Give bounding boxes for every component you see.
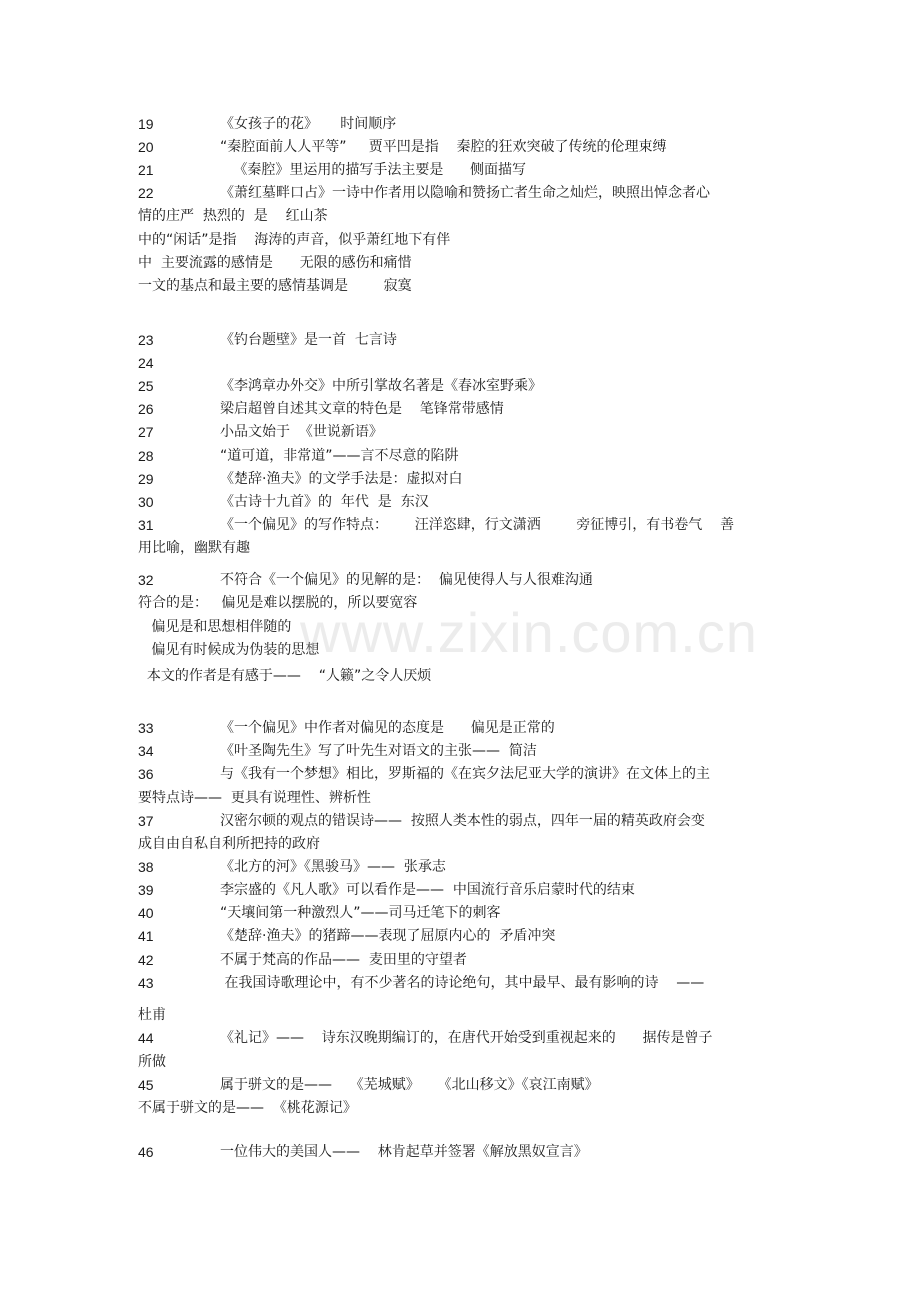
item-text: 《一个偏见》中作者对偏见的态度是 偏见是正常的 bbox=[220, 720, 555, 736]
list-item bbox=[0, 445, 920, 468]
watermark: www.zixin.com.cn bbox=[300, 601, 758, 664]
item-number: 32 bbox=[138, 572, 154, 588]
list-item bbox=[0, 491, 920, 514]
item-text: 李宗盛的《凡人歌》可以看作是—— 中国流行音乐启蒙时代的结束 bbox=[220, 882, 635, 898]
item-continuation-text: 中 主要流露的感情是 无限的感伤和痛惜 bbox=[138, 255, 412, 271]
list-item bbox=[0, 810, 920, 833]
item-continuation-text: 要特点诗—— 更具有说理性、辨析性 bbox=[138, 790, 371, 806]
item-text: 属于骈文的是—— 《芜城赋》 《北山移文》《哀江南赋》 bbox=[220, 1077, 599, 1093]
item-number: 25 bbox=[138, 378, 154, 394]
item-text: 与《我有一个梦想》相比，罗斯福的《在宾夕法尼亚大学的演讲》在文体上的主 bbox=[220, 766, 710, 782]
item-number: 31 bbox=[138, 517, 154, 533]
item-continuation-text: 偏见是和思想相伴随的 bbox=[138, 619, 292, 635]
item-continuation-text: 成自由自私自利所把持的政府 bbox=[138, 836, 320, 852]
item-text: “道可道，非常道”——言不尽意的陷阱 bbox=[220, 448, 459, 464]
item-number: 19 bbox=[138, 116, 154, 132]
item-number: 43 bbox=[138, 975, 154, 991]
list-item bbox=[0, 136, 920, 159]
list-item bbox=[0, 856, 920, 879]
item-number: 24 bbox=[138, 355, 154, 371]
item-number: 33 bbox=[138, 720, 154, 736]
item-number: 42 bbox=[138, 952, 154, 968]
item-text: 《古诗十九首》的 年代 是 东汉 bbox=[220, 494, 429, 510]
list-item bbox=[0, 1004, 920, 1027]
item-continuation-text: 符合的是： 偏见是难以摆脱的，所以要宽容 bbox=[138, 595, 418, 611]
list-item bbox=[0, 398, 920, 421]
item-number: 41 bbox=[138, 928, 154, 944]
item-text: 梁启超曾自述其文章的特色是 笔锋常带感情 bbox=[220, 401, 504, 417]
list-item bbox=[0, 569, 920, 592]
list-item bbox=[0, 1051, 920, 1074]
list-item bbox=[0, 925, 920, 948]
list-item bbox=[0, 252, 920, 275]
list-item bbox=[0, 787, 920, 810]
item-continuation-text: 用比喻，幽默有趣 bbox=[138, 540, 250, 556]
item-continuation-text: 不属于骈文的是—— 《桃花源记》 bbox=[138, 1100, 357, 1116]
list-item bbox=[0, 352, 920, 375]
list-item bbox=[0, 740, 920, 763]
list-item bbox=[0, 205, 920, 228]
list-item bbox=[0, 275, 920, 298]
list-item bbox=[0, 902, 920, 925]
item-number: 29 bbox=[138, 471, 154, 487]
list-item bbox=[0, 763, 920, 786]
list-item bbox=[0, 1074, 920, 1097]
item-text: 《一个偏见》的写作特点： 汪洋恣肆，行文潇洒 旁征博引，有书卷气 善 bbox=[220, 517, 735, 533]
list-item bbox=[0, 468, 920, 491]
item-number: 40 bbox=[138, 905, 154, 921]
list-item bbox=[0, 1097, 920, 1120]
item-continuation-text: 偏见有时候成为伪装的思想 bbox=[138, 642, 320, 658]
list-item bbox=[0, 665, 920, 688]
item-number: 20 bbox=[138, 139, 154, 155]
item-text: “秦腔面前人人平等” 贾平凹是指 秦腔的狂欢突破了传统的伦理束缚 bbox=[220, 139, 667, 155]
item-continuation-text: 本文的作者是有感于—— “人籁”之令人厌烦 bbox=[138, 668, 432, 684]
item-text: 不属于梵高的作品—— 麦田里的守望者 bbox=[220, 952, 467, 968]
list-item bbox=[0, 421, 920, 444]
list-item bbox=[0, 972, 920, 995]
item-number: 37 bbox=[138, 813, 154, 829]
list-item bbox=[0, 159, 920, 182]
item-number: 21 bbox=[138, 162, 154, 178]
item-number: 30 bbox=[138, 494, 154, 510]
list-item bbox=[0, 879, 920, 902]
item-number: 36 bbox=[138, 766, 154, 782]
item-continuation-text: 一文的基点和最主要的感情基调是 寂寞 bbox=[138, 278, 412, 294]
item-number: 34 bbox=[138, 743, 154, 759]
item-text: 《萧红墓畔口占》一诗中作者用以隐喻和赞扬亡者生命之灿烂，映照出悼念者心 bbox=[220, 185, 710, 201]
item-text: 《礼记》—— 诗东汉晚期编订的，在唐代开始受到重视起来的 据传是曾子 bbox=[220, 1030, 713, 1046]
list-item bbox=[0, 514, 920, 537]
item-text: 《秦腔》里运用的描写手法主要是 侧面描写 bbox=[220, 162, 527, 178]
item-text: 不符合《一个偏见》的见解的是： 偏见使得人与人很难沟通 bbox=[220, 572, 593, 588]
list-item bbox=[0, 949, 920, 972]
list-item bbox=[0, 375, 920, 398]
item-continuation-text: 所做 bbox=[138, 1054, 166, 1070]
item-text: 《楚辞·渔夫》的猪蹄——表现了屈原内心的 矛盾冲突 bbox=[220, 928, 556, 944]
item-text: “天壤间第一种激烈人”——司马迁笔下的刺客 bbox=[220, 905, 501, 921]
list-item bbox=[0, 537, 920, 560]
item-text: 一位伟大的美国人—— 林肯起草并签署《解放黑奴宣言》 bbox=[220, 1144, 588, 1160]
item-text: 《楚辞·渔夫》的文学手法是：虚拟对白 bbox=[220, 471, 463, 487]
item-number: 28 bbox=[138, 448, 154, 464]
item-text: 《叶圣陶先生》写了叶先生对语文的主张—— 简洁 bbox=[220, 743, 537, 759]
list-item bbox=[0, 229, 920, 252]
item-text: 小品文始于 《世说新语》 bbox=[220, 424, 383, 440]
item-text: 《女孩子的花》 时间顺序 bbox=[220, 116, 397, 132]
item-text: 《北方的河》《黑骏马》—— 张承志 bbox=[220, 859, 446, 875]
item-text: 汉密尔顿的观点的错误诗—— 按照人类本性的弱点，四年一届的精英政府会变 bbox=[220, 813, 705, 829]
item-continuation-text: 杜甫 bbox=[138, 1007, 166, 1023]
list-item bbox=[0, 113, 920, 136]
list-item bbox=[0, 717, 920, 740]
list-item bbox=[0, 329, 920, 352]
item-number: 22 bbox=[138, 185, 154, 201]
list-item bbox=[0, 833, 920, 856]
item-continuation-text: 情的庄严 热烈的 是 红山茶 bbox=[138, 208, 328, 224]
item-number: 39 bbox=[138, 882, 154, 898]
item-number: 27 bbox=[138, 424, 154, 440]
item-number: 45 bbox=[138, 1077, 154, 1093]
item-number: 44 bbox=[138, 1030, 154, 1046]
item-number: 26 bbox=[138, 401, 154, 417]
item-number: 46 bbox=[138, 1144, 154, 1160]
item-text: 在我国诗歌理论中，有不少著名的诗论绝句，其中最早、最有影响的诗 —— bbox=[220, 975, 705, 991]
list-item bbox=[0, 1141, 920, 1164]
item-continuation-text: 中的“闲话”是指 海涛的声音，似乎萧红地下有伴 bbox=[138, 232, 451, 248]
item-number: 23 bbox=[138, 332, 154, 348]
item-number: 38 bbox=[138, 859, 154, 875]
list-item bbox=[0, 1027, 920, 1050]
list-item bbox=[0, 182, 920, 205]
item-text: 《钓台题壁》是一首 七言诗 bbox=[220, 332, 397, 348]
item-text: 《李鸿章办外交》中所引掌故名著是《春冰室野乘》 bbox=[220, 378, 542, 394]
